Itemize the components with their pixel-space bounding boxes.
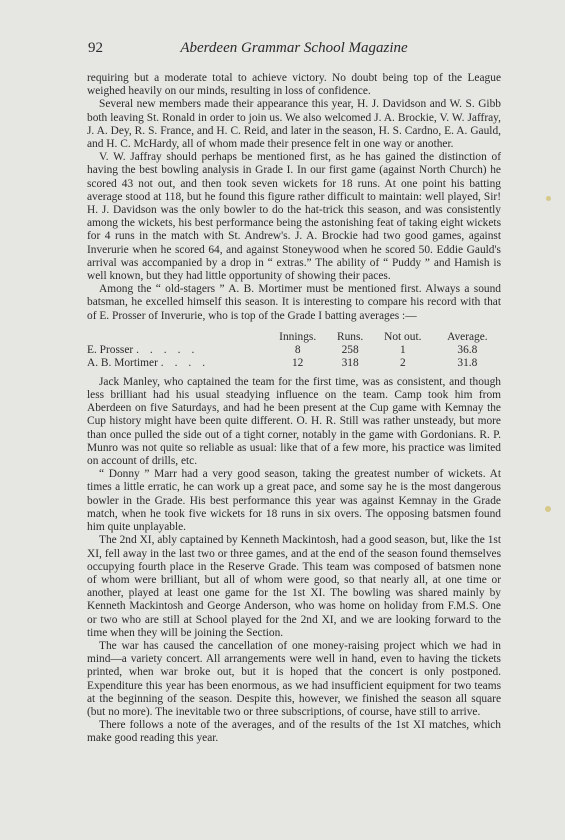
innings-cell: 8 [294, 343, 301, 356]
page-number: 92 [88, 40, 103, 56]
player-name: A. B. Mortimer [87, 356, 158, 369]
batting-averages-table [87, 331, 501, 370]
column-header-innings: Innings. [279, 330, 317, 343]
paragraph: Several new members made their appearance this year, H. J. Davidson and W. S. Gibb both leaving St. Ronald in order to join us. We also welcomed J. A. Brockie, V. W. Jaffray, J. A. Dey, R. S. France, and H. C. Reid, and later in the season, H. S. Cardno, E. A. Gauld, and H. C. McHardy, all of whom made their presence felt in one way or another. [87, 98, 501, 151]
column-header-not-out: Not out. [384, 330, 422, 343]
not-out-cell: 1 [399, 343, 406, 356]
average-cell: 31.8 [457, 356, 478, 369]
journal-title: Aberdeen Grammar School Magazine [180, 40, 408, 56]
paragraph: requiring but a moderate total to achieve victory. No doubt being top of the League weighed heavily on our minds, resulting in loss of confidence. [87, 72, 501, 98]
paper-speck [545, 506, 551, 512]
leader-dots: ..... [136, 343, 206, 356]
table-header-row [87, 331, 501, 344]
not-out-cell: 2 [399, 356, 406, 369]
column-header-runs: Runs. [336, 330, 364, 343]
paragraph: Among the “ old-stagers ” A. B. Mortimer must be mentioned first. Always a sound batsman, he excelled himself this season. It is interesting to compare his record with that of E. Prosser of Inverurie, who is top of the Grade I batting averages :— [87, 283, 501, 322]
player-name: E. Prosser [87, 343, 134, 356]
paragraph: “ Donny ” Marr had a very good season, taking the greatest number of wickets. At times a little erratic, he can work up a great pace, and some say he is the most dangerous bowler in the Grade. His best performance this year was against Kemnay in the Grade match, when he took five wickets for 18 runs in six overs. The opposing batsmen found him quite unplayable. [87, 468, 501, 534]
paragraph: The war has caused the cancellation of one money-raising project which we had in mind—a variety concert. All arrangements were well in hand, even to having the tickets printed, when war broke out, but it is hoped that the concert is only postponed. Expenditure this year has been enormous, as we had insufficient equipment for two teams at the beginning of the season. Despite this, however, we finished the season all square (but no more). The inevitable two or three subscriptions, of course, have still to arrive. [87, 639, 501, 718]
paragraph: V. W. Jaffray should perhaps be mentioned first, as he has gained the distinction of having the best bowling analysis in Grade I. In our first game (against North Church) he scored 43 not out, and then took seven wickets for 18 runs. At one point his batting average stood at 118, but he found this figure rather difficult to maintain: well played, Sir! H. J. Davidson was the only bowler to do the hat-trick this season, and was consistently among the wickets, his best performance being the astonishing feat of taking eight wickets for 4 runs in the match with St. Andrew's. J. A. Brockie had two good games, against Inverurie when he scored 64, and against Stoneywood when he scored 50. Eddie Gauld's arrival was accompanied by a drop in “ extras.” The ability of “ Puddy ” and Hamish is well known, but they had little opportunity of showing their paces. [87, 151, 501, 283]
runs-cell: 258 [341, 343, 359, 356]
paragraph: There follows a note of the averages, and of the results of the 1st XI matches, which make good reading this year. [87, 719, 501, 745]
table-row [87, 357, 501, 370]
column-header-average: Average. [447, 330, 488, 343]
page-header [88, 40, 500, 60]
paper-speck [546, 196, 551, 201]
paragraph: The 2nd XI, ably captained by Kenneth Mackintosh, had a good season, but, like the 1st XI, fell away in the last two or three games, and at the end of the season found themselves occupying fourth place in the Reserve Grade. This team was composed of batsmen none of whom were brilliant, but all of whom were good, so that nearly all, at one time or another, played at least one game for the 1st XI. The bowling was shared mainly by Kenneth Mackintosh and George Anderson, who was home on holiday from F.M.S. One or two who are still at School played for the 2nd XI, and we are looking forward to the time when they will be joining the Section. [87, 534, 501, 639]
runs-cell: 318 [341, 356, 359, 369]
table-header-blank [87, 331, 267, 344]
leader-dots: .... [160, 356, 217, 369]
article-body [87, 72, 501, 746]
average-cell: 36.8 [457, 343, 478, 356]
paragraph: Jack Manley, who captained the team for the first time, was as consistent, and though less brilliant had his usual steadying influence on the team. Camp took him from Aberdeen on five Saturdays, and had he been present at the Cup game with Kemnay the Cup history might have been quite different. O. H. R. Still was rather unsteady, but more than once pulled the side out of a tight corner, notably in the game with Gordonians. R. P. Munro was not quite so reliable as usual: like that of a few more, his practice was limited on account of drills, etc. [87, 375, 501, 468]
table-row [87, 344, 501, 357]
innings-cell: 12 [291, 356, 304, 369]
